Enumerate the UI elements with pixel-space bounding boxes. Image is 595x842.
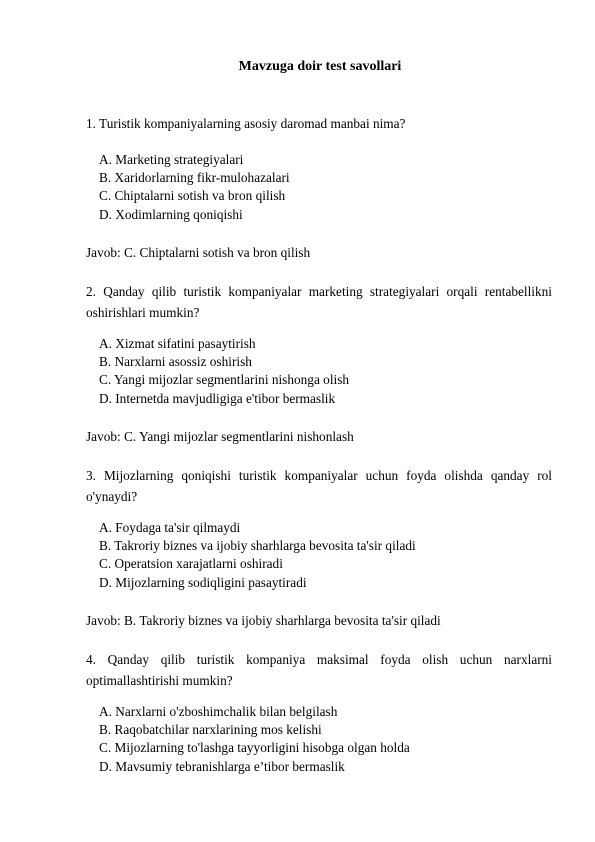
question-2-option-d: D. Internetda mavjudligiga e'tibor bermaslik [99,390,336,406]
question-1-options [99,151,559,224]
question-2-option-b: B. Narxlarni asossiz oshirish [99,354,252,370]
question-3-option-d: D. Mijozlarning sodiqligini pasaytiradi [99,574,307,590]
question-3-option-c: C. Operatsion xarajatlarni oshiradi [99,556,283,572]
question-2-answer: Javob: C. Yangi mijozlar segmentlarini nishonlash [86,429,354,444]
question-4-option-a: A. Narxlarni o'zboshimchalik bilan belgilash [99,704,338,719]
question-1-option-c: C. Chiptalarni sotish va bron qilish [99,188,286,204]
question-3-option-a: A. Foydaga ta'sir qilmaydi [99,520,241,535]
question-3-option-b: B. Takroriy biznes va ijobiy sharhlarga bevosita ta'sir qiladi [99,538,416,554]
question-4-text: 4. Qanday qilib turistik kompaniya maksimal foyda olish uchun narxlarni optimallashtirishi mumkin? [86,652,552,688]
question-3-text: 3. Mijozlarning qoniqishi turistik kompaniyalar uchun foyda olishda qanday rol o'ynaydi? [86,468,552,504]
question-4-options [99,703,559,776]
page-title: Mavzuga doir test savollari [238,59,402,74]
question-1-text: 1. Turistik kompaniyalarning asosiy daromad manbai nima? [86,116,406,131]
question-2-options [99,335,559,408]
question-1-option-b: B. Xaridorlarning fikr-mulohazalari [99,170,290,186]
question-4-option-c: C. Mijozlarning to'lashga tayyorligini hisobga olgan holda [99,740,410,756]
question-4-option-d: D. Mavsumiy tebranishlarga e’tibor bermaslik [99,758,345,774]
question-3-answer: Javob: B. Takroriy biznes va ijobiy sharhlarga bevosita ta'sir qiladi [86,613,441,628]
question-1-answer: Javob: C. Chiptalarni sotish va bron qilish [86,245,311,260]
question-2-option-c: C. Yangi mijozlar segmentlarini nishonga olish [99,372,350,388]
question-3-options [99,519,559,592]
question-2-text: 2. Qanday qilib turistik kompaniyalar marketing strategiyalari orqali rentabellikni oshirishlari mumkin? [86,284,552,320]
question-1-option-d: D. Xodimlarning qoniqishi [99,206,243,222]
question-4-option-b: B. Raqobatchilar narxlarining mos kelishi [99,722,322,738]
question-1-option-a: A. Marketing strategiyalari [99,152,244,167]
question-2-option-a: A. Xizmat sifatini pasaytirish [99,336,256,351]
